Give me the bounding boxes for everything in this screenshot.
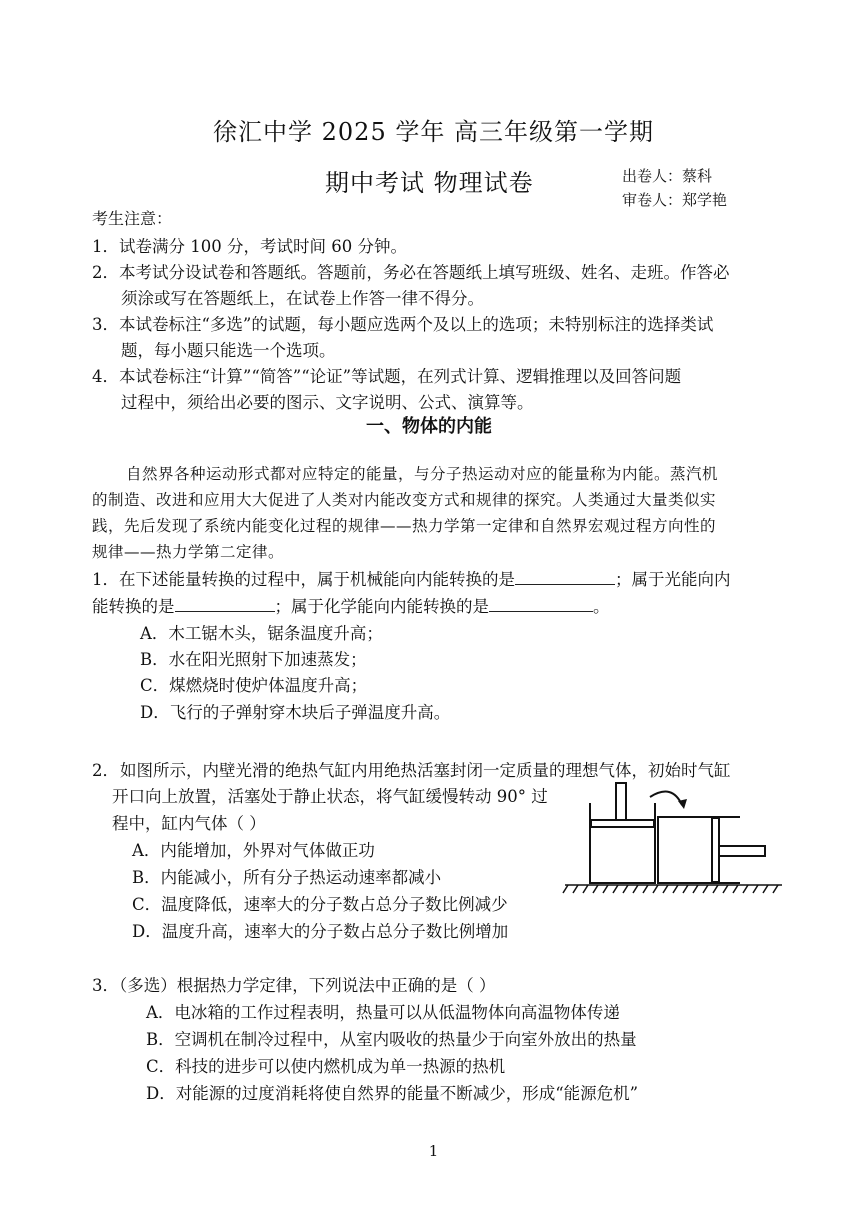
q2-option-b: B．内能减小，所有分子热运动速率都减小 (132, 868, 442, 887)
exam-reviewer: 审卷人：郑学艳 (622, 191, 728, 209)
q2-option-d: D．温度升高，速率大的分子数占总分子数比例增加 (132, 922, 509, 941)
q1-answer-blank-3[interactable] (489, 595, 593, 612)
q3-option-a: A．电冰箱的工作过程表明，热量可以从低温物体向高温物体传递 (146, 1003, 620, 1022)
exam-title-line1: 徐汇中学 2025 学年 高三年级第一学期 (213, 118, 654, 146)
q2-stem-line: 如图所示，内壁光滑的绝热气缸内用绝热活塞封闭一定质量的理想气体，初始时气缸 (120, 761, 731, 780)
cylinder-rotation-diagram (560, 775, 790, 900)
rotation-arrow (650, 792, 682, 805)
q2-option-c: C．温度降低，速率大的分子数占总分子数比例减少 (132, 895, 508, 914)
intro-line: 自然界各种运动形式都对应特定的能量，与分子热运动对应的能量称为内能。蒸汽机 (126, 465, 719, 483)
q3-stem: 3．（多选）根据热力学定律，下列说法中正确的是（ ） (92, 976, 496, 995)
q1-option-a: A．木工锯木头，锯条温度升高； (140, 624, 383, 643)
q2-stem-line: 程中，缸内气体（ ） (112, 814, 266, 833)
q1-option-b: B．水在阳光照射下加速蒸发； (140, 650, 367, 669)
q1-option-d: D．飞行的子弹射穿木块后子弹温度升高。 (140, 703, 451, 722)
q3-option-c: C．科技的进步可以使内燃机成为单一热源的热机 (146, 1057, 506, 1076)
q1-stem-line2 (92, 593, 610, 617)
q2-stem-line: 开口向上放置，活塞处于静止状态，将气缸缓慢转动 90° 过 (112, 787, 548, 806)
notice-item-cont: 题，每小题只能选一个选项。 (121, 341, 336, 360)
q2-option-a: A．内能增加，外界对气体做正功 (132, 841, 375, 860)
notice-heading: 考生注意： (92, 209, 173, 228)
notice-item: 2．本考试分设试卷和答题纸。答题前，务必在答题纸上填写班级、姓名、走班。作答必 (92, 263, 730, 282)
q1-stem-text: ；属于化学能向内能转换的是 (274, 597, 489, 616)
q3-option-d: D．对能源的过度消耗将使自然界的能量不断减少，形成“能源危机” (146, 1084, 639, 1103)
q1-stem-text: ；属于光能向内 (615, 570, 731, 589)
notice-item: 4．本试卷标注“计算”“简答”“论证”等试题，在列式计算、逻辑推理以及回答问题 (92, 367, 682, 386)
ground-hatch (563, 885, 782, 893)
q1-stem-text: 能转换的是 (92, 597, 175, 616)
notice-item: 3．本试卷标注“多选”的试题，每小题应选两个及以上的选项；未特别标注的选择类试 (92, 315, 714, 334)
q2-number: 2． (92, 761, 119, 780)
q1-option-c: C．煤燃烧时使炉体温度升高； (140, 676, 368, 695)
page-number: 1 (428, 1142, 439, 1160)
q3-option-b: B．空调机在制冷过程中，从室内吸收的热量少于向室外放出的热量 (146, 1030, 637, 1049)
intro-line: 的制造、改进和应用大大促进了人类对内能改变方式和规律的探究。人类通过大量类似实 (92, 491, 717, 509)
exam-setter: 出卷人：蔡科 (622, 167, 713, 185)
q1-stem-text: 。 (593, 597, 610, 616)
q1-answer-blank-2[interactable] (175, 595, 275, 612)
upright-piston-rod (616, 783, 626, 820)
q1-stem-line1 (92, 566, 731, 590)
rotated-piston (712, 818, 719, 882)
q1-answer-blank-1[interactable] (515, 568, 615, 585)
intro-line: 践，先后发现了系统内能变化过程的规律——热力学第一定律和自然界宏观过程方向性的 (92, 517, 717, 535)
intro-line: 规律——热力学第二定律。 (92, 543, 285, 561)
exam-title-line2: 期中考试 物理试卷 (325, 169, 534, 197)
rotated-piston-rod (719, 846, 765, 856)
notice-item-cont: 须涂或写在答题纸上，在试卷上作答一律不得分。 (121, 289, 484, 308)
notice-item-cont: 过程中，须给出必要的图示、文字说明、公式、演算等。 (121, 393, 534, 412)
notice-item: 1．试卷满分 100 分，考试时间 60 分钟。 (92, 237, 407, 256)
section-title: 一、物体的内能 (366, 416, 492, 437)
upright-piston (591, 820, 654, 827)
q1-stem-text: 1．在下述能量转换的过程中，属于机械能向内能转换的是 (92, 570, 515, 589)
